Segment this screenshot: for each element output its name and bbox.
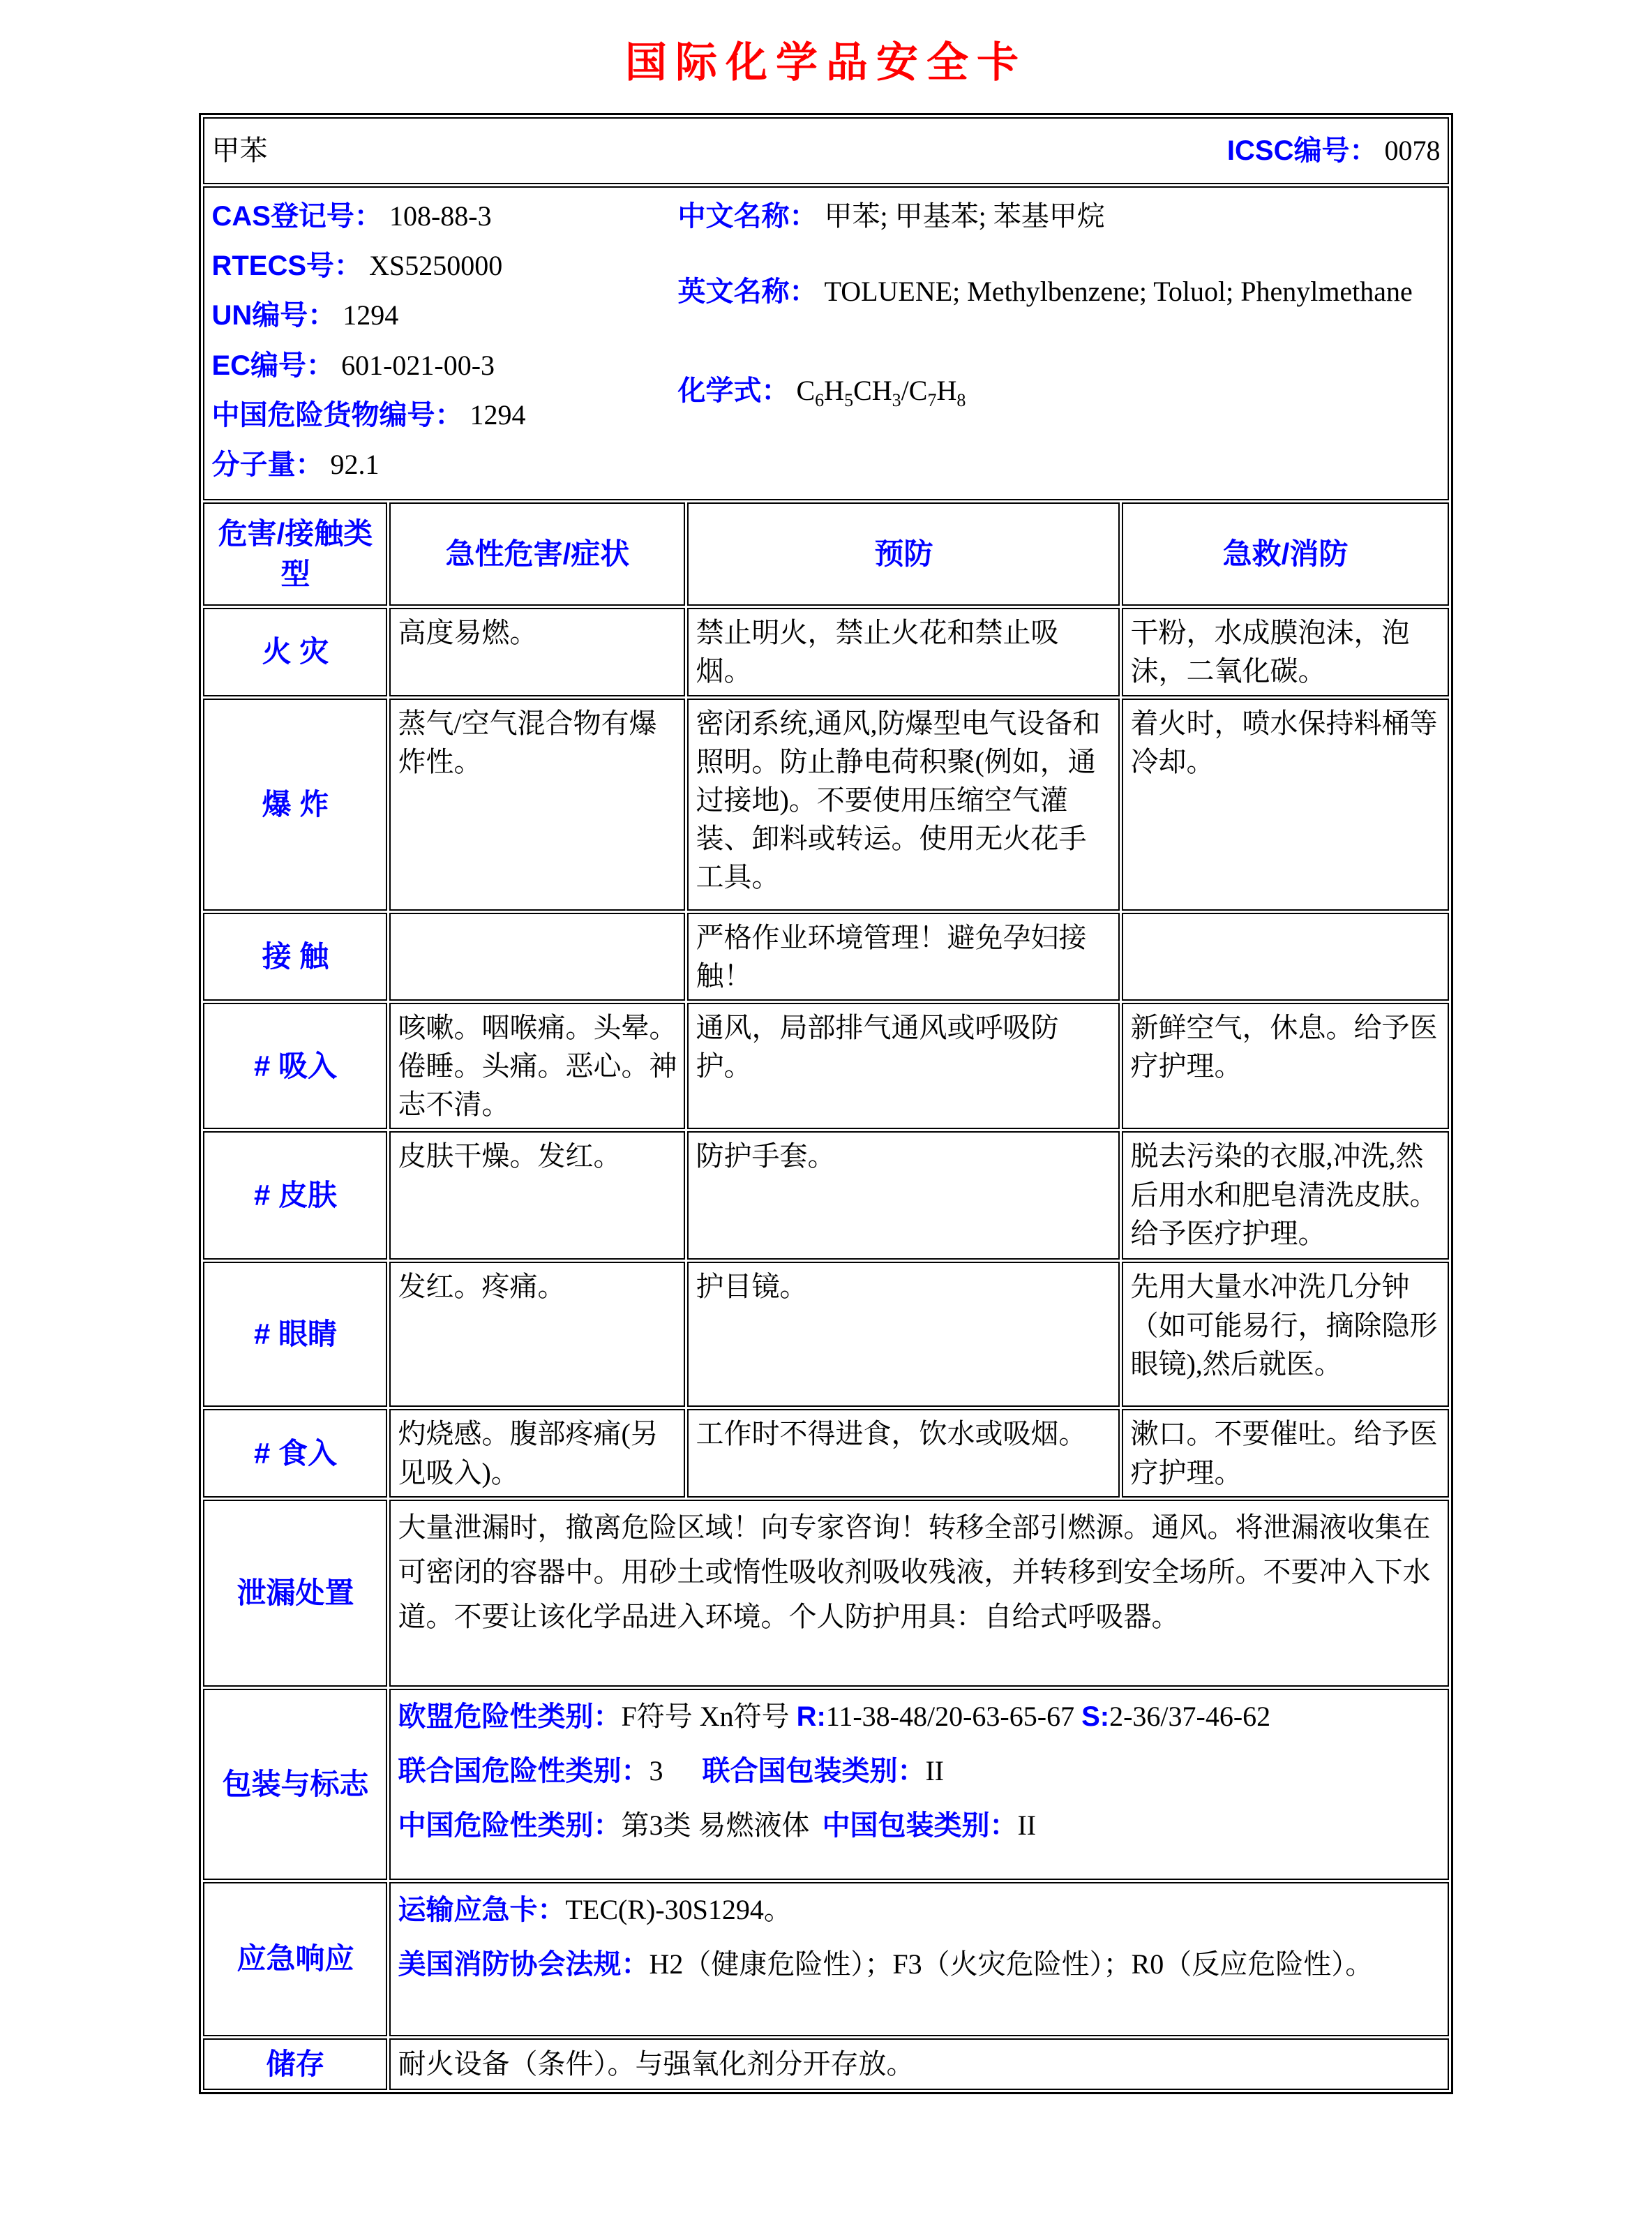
fire-label: 火 灾	[203, 608, 387, 696]
eu-class-label: 欧盟危险性类别：	[398, 1701, 622, 1732]
packaging-labelling-label: 包装与标志	[203, 1689, 387, 1880]
chinese-name-value: 甲苯; 甲基苯; 苯基甲烷	[824, 200, 1105, 232]
packaging-labelling-content	[389, 1689, 1448, 1880]
eyes-response: 先用大量水冲洗几分钟（如可能易行，摘除隐形眼镜),然后就医。	[1122, 1262, 1448, 1407]
card-header-cell	[203, 117, 1448, 184]
cn-classification-line	[398, 1803, 1440, 1848]
ingestion-symptoms: 灼烧感。腹部疼痛(另见吸入)。	[389, 1409, 685, 1497]
explosion-response: 着火时，喷水保持料桶等冷却。	[1122, 699, 1448, 911]
cas-number-label: CAS登记号：	[211, 201, 382, 232]
skin-prevention: 防护手套。	[687, 1131, 1120, 1260]
rtecs-number-line	[211, 246, 677, 285]
eyes-symptoms: 发红。疼痛。	[389, 1262, 685, 1407]
tec-label: 运输应急卡：	[398, 1894, 566, 1925]
s-phrases-label: S:	[1081, 1701, 1110, 1732]
eu-class-value: F符号 Xn符号	[621, 1700, 797, 1732]
nfpa-line	[398, 1942, 1440, 1987]
header-acute-symptoms: 急性危害/症状	[389, 502, 685, 606]
skin-symptoms: 皮肤干燥。发红。	[389, 1131, 685, 1260]
hazard-row-explosion	[203, 699, 1448, 911]
identification-row	[203, 186, 1448, 500]
cn-pack-value: II	[1017, 1809, 1037, 1841]
r-phrases-value: 11-38-48/20-63-65-67	[825, 1700, 1082, 1732]
identification-cell	[203, 186, 1448, 500]
un-number-label: UN编号：	[211, 300, 336, 331]
cn-class-value: 第3类 易燃液体	[621, 1809, 810, 1841]
china-dg-number-value: 1294	[470, 398, 526, 431]
english-name-line	[677, 272, 1431, 311]
header-first-aid: 急救/消防	[1122, 502, 1448, 606]
hazard-row-inhalation	[203, 1003, 1448, 1130]
fire-symptoms: 高度易燃。	[389, 608, 685, 696]
nfpa-value: H2（健康危险性）；F3（火灾危险性）；R0（反应危险性）。	[649, 1948, 1374, 1980]
english-name-label: 英文名称：	[677, 276, 818, 308]
icsc-card-table	[199, 113, 1452, 2094]
nfpa-label: 美国消防协会法规：	[398, 1948, 649, 1980]
explosion-label: 爆 炸	[203, 699, 387, 911]
icsc-number-label: ICSC编号：	[1226, 135, 1378, 166]
storage-label: 储存	[203, 2038, 387, 2090]
un-classification-line	[398, 1749, 1440, 1793]
contact-prevention: 严格作业环境管理！避免孕妇接触！	[687, 913, 1120, 1001]
chemical-name: 甲苯	[211, 135, 268, 167]
eyes-label: # 眼睛	[203, 1262, 387, 1407]
un-number-line	[211, 296, 677, 335]
ingestion-prevention: 工作时不得进食，饮水或吸烟。	[687, 1409, 1120, 1497]
spill-disposal-label: 泄漏处置	[203, 1500, 387, 1687]
spill-disposal-row	[203, 1500, 1448, 1687]
inhalation-prevention: 通风，局部排气通风或呼吸防护。	[687, 1003, 1120, 1130]
hazard-row-eyes	[203, 1262, 1448, 1407]
eu-classification-line	[398, 1694, 1440, 1739]
hazard-row-fire	[203, 608, 1448, 696]
cas-number-value: 108-88-3	[389, 200, 492, 232]
emergency-response-content	[389, 1882, 1448, 2036]
ec-number-value: 601-021-00-3	[341, 349, 495, 381]
icsc-number-value: 0078	[1384, 134, 1441, 166]
ec-number-label: EC编号：	[211, 350, 335, 381]
rtecs-number-label: RTECS号：	[211, 251, 363, 282]
chemical-formula-label: 化学式：	[677, 375, 790, 407]
cn-pack-label: 中国包装类别：	[822, 1809, 1018, 1841]
header-prevention: 预防	[687, 502, 1120, 606]
china-dg-number-label: 中国危险货物编号：	[211, 399, 463, 431]
r-phrases-label: R:	[796, 1701, 826, 1732]
un-class-label: 联合国危险性类别：	[398, 1755, 649, 1786]
storage-text: 耐火设备（条件）。与强氧化剂分开存放。	[389, 2038, 1448, 2090]
skin-label: # 皮肤	[203, 1131, 387, 1260]
inhalation-response: 新鲜空气，休息。给予医疗护理。	[1122, 1003, 1448, 1130]
molecular-weight-line	[211, 445, 677, 484]
identification-left-column	[211, 192, 677, 495]
packaging-labelling-row	[203, 1689, 1448, 1880]
spill-disposal-text: 大量泄漏时，撤离危险区域！向专家咨询！转移全部引燃源。通风。将泄漏液收集在可密闭的容器中。用砂土或惰性吸收剂吸收残液，并转移到安全场所。不要冲入下水道。不要让该化学品进入环境。个人防护用具：自给式呼吸器。	[389, 1500, 1448, 1687]
identification-right-column	[677, 192, 1431, 495]
s-phrases-value: 2-36/37-46-62	[1109, 1700, 1271, 1732]
explosion-prevention: 密闭系统,通风,防爆型电气设备和照明。防止静电荷积聚(例如，通过接地)。不要使用压缩空气灌装、卸料或转运。使用无火花手工具。	[687, 699, 1120, 911]
english-name-value: TOLUENE; Methylbenzene; Toluol; Phenylmethane	[824, 276, 1413, 308]
storage-row	[203, 2038, 1448, 2090]
tec-value: TEC(R)-30S1294。	[565, 1893, 792, 1925]
chinese-name-label: 中文名称：	[677, 201, 818, 232]
eyes-prevention: 护目镜。	[687, 1262, 1120, 1407]
hazard-row-contact	[203, 913, 1448, 1001]
skin-response: 脱去污染的衣服,冲洗,然后用水和肥皂清洗皮肤。给予医疗护理。	[1122, 1131, 1448, 1260]
un-pack-value: II	[925, 1754, 945, 1786]
explosion-symptoms: 蒸气/空气混合物有爆炸性。	[389, 699, 685, 911]
un-pack-label: 联合国包装类别：	[702, 1755, 926, 1786]
un-class-value: 3	[649, 1754, 663, 1786]
hazard-row-ingestion	[203, 1409, 1448, 1497]
contact-label: 接 触	[203, 913, 387, 1001]
transport-emergency-card-line	[398, 1888, 1440, 1932]
un-number-value: 1294	[343, 299, 399, 331]
inhalation-symptoms: 咳嗽。咽喉痛。头晕。倦睡。头痛。恶心。神志不清。	[389, 1003, 685, 1130]
header-hazard-type: 危害/接触类型	[203, 502, 387, 606]
contact-response	[1122, 913, 1448, 1001]
hazard-table-header-row	[203, 502, 1448, 606]
emergency-response-row	[203, 1882, 1448, 2036]
china-dg-number-line	[211, 396, 677, 435]
rtecs-number-value: XS5250000	[369, 250, 503, 282]
hazard-row-skin	[203, 1131, 1448, 1260]
contact-symptoms	[389, 913, 685, 1001]
fire-response: 干粉，水成膜泡沫，泡沫，二氧化碳。	[1122, 608, 1448, 696]
emergency-response-label: 应急响应	[203, 1882, 387, 2036]
chinese-name-line	[677, 197, 1431, 236]
chemical-formula-line	[677, 371, 1431, 410]
page-title: 国际化学品安全卡	[625, 39, 1027, 86]
ingestion-label: # 食入	[203, 1409, 387, 1497]
chemical-formula-value: $C_6H_5CH_3/C_7H_8$	[796, 375, 966, 411]
card-header-row	[203, 117, 1448, 184]
inhalation-label: # 吸入	[203, 1003, 387, 1130]
cas-number-line	[211, 197, 677, 236]
ingestion-response: 漱口。不要催吐。给予医疗护理。	[1122, 1409, 1448, 1497]
molecular-weight-value: 92.1	[330, 448, 380, 480]
cn-class-label: 中国危险性类别：	[398, 1809, 622, 1841]
ec-number-line	[211, 346, 677, 385]
molecular-weight-label: 分子量：	[211, 449, 324, 480]
fire-prevention: 禁止明火，禁止火花和禁止吸烟。	[687, 608, 1120, 696]
